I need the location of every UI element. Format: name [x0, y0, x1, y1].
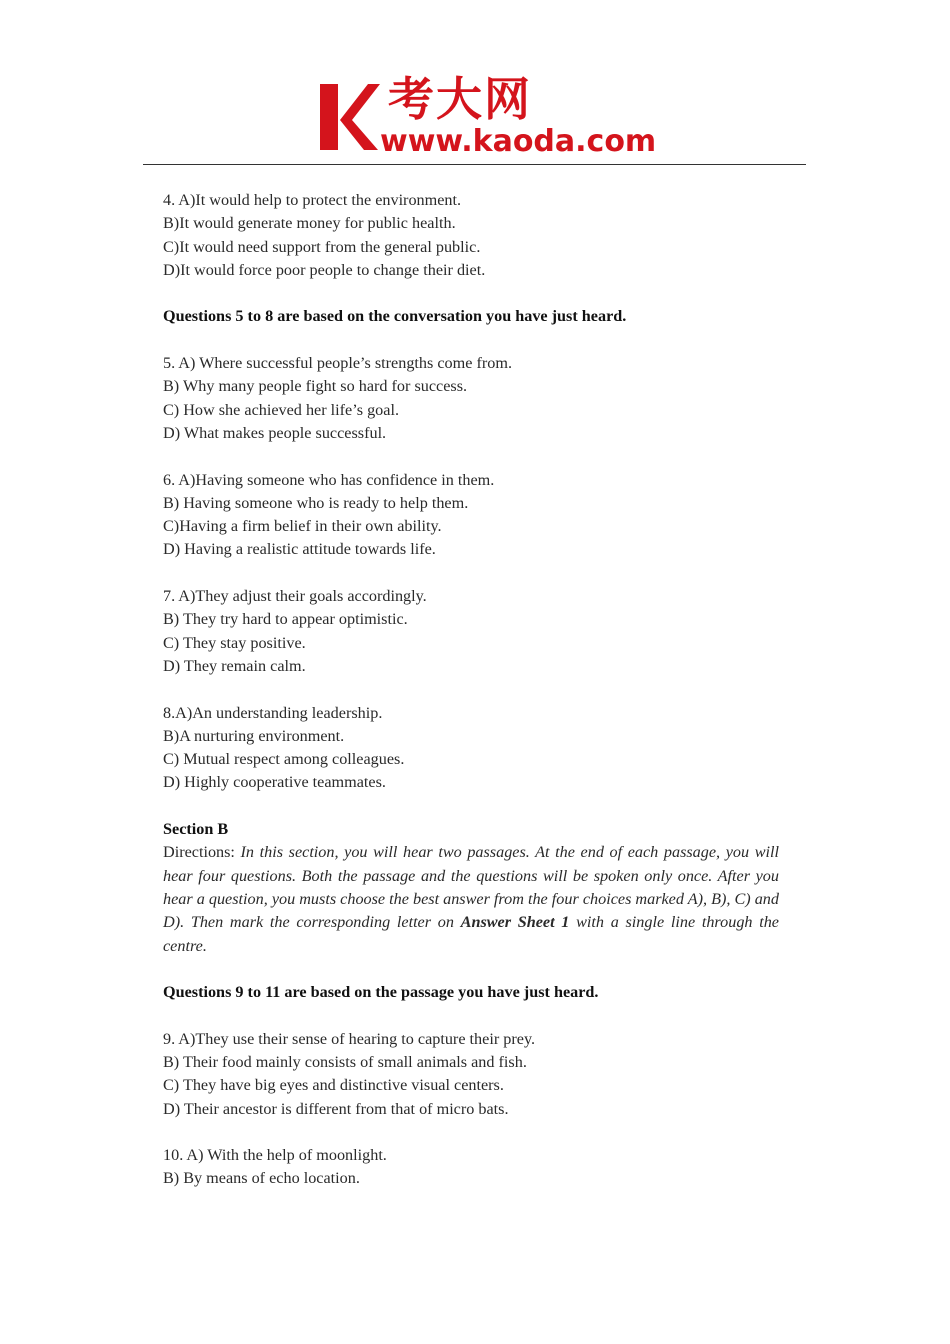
q5-option-b: B) Why many people fight so hard for success. — [163, 377, 468, 396]
q5-option-c: C) How she achieved her life’s goal. — [163, 400, 399, 419]
question-5 — [163, 352, 779, 445]
q5-option-a: 5. A) Where successful people’s strengths come from. — [163, 354, 512, 373]
directions-answer-sheet: Answer Sheet 1 — [460, 913, 570, 932]
q8-option-c: C) Mutual respect among colleagues. — [163, 750, 405, 769]
questions-9-11-heading: Questions 9 to 11 are based on the passage you have just heard. — [163, 983, 599, 1002]
q4-option-a: 4. A)It would help to protect the environment. — [163, 191, 462, 209]
q6-option-c: C)Having a firm belief in their own ability. — [163, 517, 442, 536]
directions-end: with a single line through the centre. — [163, 913, 779, 955]
q9-option-a: 9. A)They use their sense of hearing to capture their prey. — [163, 1029, 536, 1048]
q8-option-b: B)A nurturing environment. — [163, 726, 345, 745]
q9-option-b: B) Their food mainly consists of small animals and fish. — [163, 1052, 527, 1071]
kaoda-logo — [318, 72, 657, 164]
header-divider — [143, 164, 806, 165]
question-7 — [163, 585, 779, 678]
question-10 — [163, 1144, 779, 1191]
logo-url-text: www.kaoda.com — [380, 124, 657, 159]
q6-option-a: 6. A)Having someone who has confidence in them. — [163, 470, 495, 489]
section-b-directions — [163, 841, 779, 957]
q4-option-d: D)It would force poor people to change their diet. — [163, 260, 486, 279]
q6-option-d: D) Having a realistic attitude towards life. — [163, 540, 436, 559]
question-9 — [163, 1028, 779, 1121]
q5-option-d: D) What makes people successful. — [163, 423, 387, 442]
q7-option-c: C) They stay positive. — [163, 633, 306, 652]
question-8 — [163, 702, 779, 795]
q9-option-c: C) They have big eyes and distinctive visual centers. — [163, 1076, 504, 1095]
q8-option-d: D) Highly cooperative teammates. — [163, 773, 386, 792]
q6-option-b: B) Having someone who is ready to help them. — [163, 493, 469, 512]
q9-option-d: D) Their ancestor is different from that of micro bats. — [163, 1099, 509, 1118]
q10-option-b: B) By means of echo location. — [163, 1169, 360, 1188]
directions-text: In this section, you will hear two passages. At the end of each passage, you will hear four questions. Both the passage and the questions will be spoken only once. After you hear a question, you musts choose the best answer from the four choices marked A), B), C) and D). Then mark the corresponding letter on — [163, 843, 779, 932]
page-content — [163, 189, 779, 1191]
q4-option-b: B)It would generate money for public health. — [163, 214, 456, 233]
q7-option-a: 7. A)They adjust their goals accordingly. — [163, 587, 427, 606]
question-4 — [163, 189, 779, 282]
q4-option-c: C)It would need support from the general public. — [163, 237, 481, 256]
q8-option-a: 8.A)An understanding leadership. — [163, 703, 383, 722]
k-logo-icon — [318, 82, 380, 152]
section-b-title: Section B — [163, 820, 229, 839]
logo-chinese-text: 考大网 — [388, 72, 532, 126]
directions-label: Directions: — [163, 843, 241, 862]
questions-5-8-heading: Questions 5 to 8 are based on the conversation you have just heard. — [163, 307, 627, 326]
q7-option-d: D) They remain calm. — [163, 656, 306, 675]
q10-option-a: 10. A) With the help of moonlight. — [163, 1146, 387, 1165]
question-6 — [163, 469, 779, 562]
q7-option-b: B) They try hard to appear optimistic. — [163, 610, 408, 629]
